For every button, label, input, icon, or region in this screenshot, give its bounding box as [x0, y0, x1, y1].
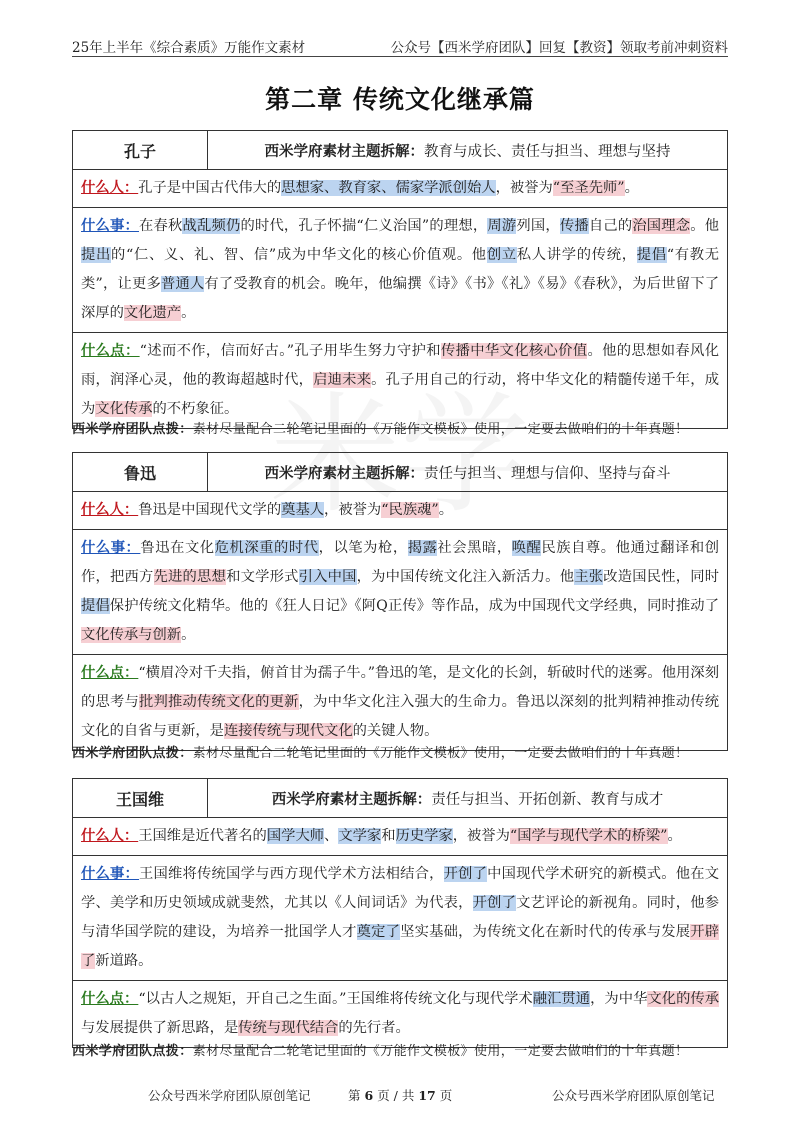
text-segment: 和文学形式 — [226, 569, 299, 585]
text-segment: 和 — [381, 828, 396, 844]
text-segment: 王国维是近代著名的 — [138, 828, 267, 844]
highlight-blue: 提倡 — [636, 247, 667, 263]
who-label: 什么人： — [81, 502, 139, 518]
highlight-blue: 唤醒 — [511, 540, 542, 556]
text-segment: 改造国民性，同时 — [603, 569, 720, 585]
material-card — [72, 452, 728, 751]
highlight-pink: 启迪未来 — [313, 372, 372, 388]
page-total: 17 — [418, 1088, 436, 1103]
point-label: 什么点： — [81, 665, 139, 681]
text-segment: “以古人之规矩，开自己之生面。”王国维将传统文化与现代学术 — [138, 991, 533, 1007]
page-number — [348, 1086, 452, 1104]
text-segment: 社会黑暗， — [437, 540, 512, 556]
header-left-text: 25年上半年《综合素质》万能作文素材 — [72, 40, 306, 56]
point-text — [81, 991, 719, 1036]
highlight-blue: 主张 — [574, 569, 604, 585]
text-segment: 。他 — [690, 218, 720, 234]
point-row — [73, 333, 727, 428]
page-header — [72, 34, 728, 57]
text-segment: 的“仁、义、礼、智、信”成为中华文化的核心价值观。他 — [110, 247, 487, 263]
text-segment: “有教无类”，让更多 — [81, 247, 720, 292]
text-segment: ，以笔为枪， — [318, 540, 408, 556]
what-row — [73, 530, 727, 655]
text-segment: ，被誉为 — [324, 502, 382, 518]
highlight-blue: 引入中国 — [298, 569, 357, 585]
text-segment: 私人讲学的传统， — [516, 247, 637, 263]
text-segment: 有了受教育的机会。晚年，他编撰《诗》《书》《礼》《易》《春秋》，为后世留下了深厚的 — [81, 276, 720, 321]
who-row — [73, 170, 727, 208]
theme-list: 教育与成长、责任与担当、理想与坚持 — [424, 143, 671, 160]
who-row — [73, 818, 727, 856]
text-segment: 自己的 — [588, 218, 633, 234]
page-suffix: 页 — [439, 1088, 453, 1103]
text-segment: 民族自尊。他通过翻译和创作，把西方 — [81, 540, 720, 585]
theme-prefix: 西米学府素材主题拆解： — [264, 143, 424, 160]
page-prefix: 第 — [348, 1088, 361, 1103]
highlight-blue: 历史学家 — [395, 828, 453, 844]
text-segment: 鲁迅是中国现代文学的 — [138, 502, 282, 518]
tip-text: 素材尽量配合二轮笔记里面的《万能作文模板》使用，一定要去做咱们的十年真题！ — [192, 422, 689, 437]
tip-text: 素材尽量配合二轮笔记里面的《万能作文模板》使用，一定要去做咱们的十年真题！ — [192, 1044, 689, 1059]
highlight-pink: “民族魂” — [381, 502, 439, 518]
text-segment: 与发展提供了新思路，是 — [81, 1020, 239, 1036]
theme-cell — [208, 453, 727, 491]
page-middle: 页 / 共 — [377, 1088, 415, 1103]
highlight-blue: 奠基人 — [281, 502, 325, 518]
who-label: 什么人： — [81, 828, 139, 844]
highlight-pink: 传播中华文化核心价值 — [440, 343, 588, 359]
highlight-pink: 传统与现代结合 — [238, 1020, 339, 1036]
highlight-blue: 普通人 — [160, 276, 205, 292]
text-segment: 在春秋 — [138, 218, 183, 234]
who-text — [138, 502, 453, 518]
theme-cell — [208, 131, 727, 169]
footer-right-text: 公众号西米学府团队原创笔记 — [552, 1088, 715, 1103]
footer-left-text: 公众号西米学府团队原创笔记 — [148, 1088, 311, 1103]
page-title: 第二章 传统文化继承篇 — [265, 85, 535, 114]
text-segment: 。 — [181, 305, 196, 321]
text-segment: ，为中华文化注入强大的生命力。鲁迅以深刻的批判精神推动传统文化的自省与更新，是 — [81, 694, 720, 739]
what-label: 什么事： — [81, 540, 141, 556]
tip-line — [72, 418, 688, 437]
text-segment: 。 — [181, 627, 196, 643]
text-segment: 列国， — [516, 218, 560, 234]
text-segment: 的时代，孔子怀揣“仁义治国”的理想， — [240, 218, 488, 234]
what-label: 什么事： — [81, 866, 140, 882]
tip-prefix: 西米学府团队点拨： — [72, 1044, 193, 1059]
text-segment: ，为中华 — [590, 991, 648, 1007]
text-segment: 孔子是中国古代伟大的 — [138, 180, 282, 196]
highlight-pink: 文化遗产 — [123, 305, 182, 321]
text-segment: 鲁迅在文化 — [140, 540, 215, 556]
theme-list: 责任与担当、开拓创新、教育与成才 — [431, 791, 664, 808]
theme-cell — [208, 779, 727, 817]
point-label: 什么点： — [81, 343, 140, 359]
point-text — [81, 665, 719, 739]
text-segment: 的关键人物。 — [352, 723, 439, 739]
tip-prefix: 西米学府团队点拨： — [72, 746, 193, 761]
highlight-blue: 揭露 — [407, 540, 438, 556]
what-row — [73, 856, 727, 981]
highlight-blue: 创立 — [486, 247, 517, 263]
highlight-blue: 奠定了 — [356, 924, 401, 940]
text-segment: ，为中国传统文化注入新活力。他 — [356, 569, 575, 585]
text-segment: 。 — [624, 180, 639, 196]
tip-text: 素材尽量配合二轮笔记里面的《万能作文模板》使用，一定要去做咱们的十年真题！ — [192, 746, 689, 761]
highlight-pink: 开辟了 — [81, 924, 720, 969]
text-segment: 。 — [438, 502, 454, 518]
what-row — [73, 208, 727, 333]
highlight-blue: 战乱频仍 — [182, 218, 241, 234]
text-segment: 、 — [324, 828, 339, 844]
text-segment: 。 — [667, 828, 682, 844]
highlight-blue: 传播 — [559, 218, 589, 234]
text-segment: 新道路。 — [95, 953, 153, 969]
highlight-blue: 周游 — [487, 218, 517, 234]
text-segment: 。他的思想如春风化雨，润泽心灵，他的教诲超越时代， — [81, 343, 720, 388]
text-segment: 。孔子用自己的行动，将中华文化的精髓传递千年，成为 — [81, 372, 720, 417]
text-segment: “述而不作，信而好古。”孔子用毕生努力守护和 — [139, 343, 441, 359]
highlight-pink: “国学与现代学术的桥梁” — [509, 828, 668, 844]
highlight-pink: 治国理念 — [632, 218, 691, 234]
text-segment: 王国维将传统国学与西方现代学术方法相结合， — [139, 866, 444, 882]
highlight-blue: 融汇贯通 — [532, 991, 591, 1007]
tip-line — [72, 1040, 688, 1059]
tip-line — [72, 742, 688, 761]
who-text — [138, 180, 639, 196]
point-row — [73, 655, 727, 750]
text-segment: 中国现代学术研究的新模式。他在文学、美学和历史领域成就斐然，尤其以《人间词话》为代表， — [81, 866, 720, 911]
text-segment: 的不朽象征。 — [152, 401, 239, 417]
material-card — [72, 130, 728, 429]
highlight-blue: 危机深重的时代 — [214, 540, 319, 556]
point-row — [73, 981, 727, 1047]
text-segment: 坚实基础，为传统文化在新时代的传承与发展 — [400, 924, 691, 940]
highlight-blue: 开创了 — [443, 866, 488, 882]
highlight-blue: 开创了 — [472, 895, 517, 911]
text-segment: ，被誉为 — [452, 828, 510, 844]
text-segment: ，被誉为 — [495, 180, 553, 196]
highlight-pink: 先进的思想 — [153, 569, 227, 585]
text-segment: 文艺评论的新视角。同时，他参与清华国学院的建设，为培养一批国学人才 — [81, 895, 719, 940]
text-segment: 的先行者。 — [338, 1020, 410, 1036]
text-segment: 保护传统文化精华。他的《狂人日记》《阿Q正传》等作品，成为中国现代文学经典，同时推动了 — [109, 598, 719, 614]
who-row — [73, 492, 727, 530]
highlight-pink: “至圣先师” — [552, 180, 625, 196]
highlight-blue: 国学大师 — [266, 828, 325, 844]
highlight-pink: 连接传统与现代文化 — [223, 723, 353, 739]
what-text — [81, 866, 719, 969]
theme-list: 责任与担当、理想与信仰、坚持与奋斗 — [424, 465, 671, 482]
tip-prefix: 西米学府团队点拨： — [72, 422, 193, 437]
highlight-blue: 提出 — [81, 247, 111, 263]
material-card — [72, 778, 728, 1048]
theme-prefix: 西米学府素材主题拆解： — [271, 791, 432, 808]
point-label: 什么点： — [81, 991, 139, 1007]
highlight-blue: 提倡 — [81, 598, 110, 614]
text-segment: “横眉冷对千夫指，俯首甘为孺子牛。”鲁迅的笔，是文化的长剑，斩破时代的迷雾。他用深刻的思考与 — [81, 665, 720, 710]
highlight-pink: 文化传承 — [95, 401, 153, 417]
what-text — [81, 540, 719, 643]
highlight-pink: 文化传承与创新 — [81, 627, 182, 643]
highlight-blue: 文学家 — [338, 828, 382, 844]
point-text — [81, 343, 719, 417]
highlight-blue: 思想家、教育家、儒家学派创始人 — [281, 180, 496, 196]
person-name: 王国维 — [73, 779, 208, 817]
what-text — [81, 218, 719, 321]
page-current: 6 — [364, 1088, 374, 1103]
who-label: 什么人： — [81, 180, 139, 196]
person-name: 孔子 — [73, 131, 208, 169]
person-name: 鲁迅 — [73, 453, 208, 491]
theme-prefix: 西米学府素材主题拆解： — [264, 465, 424, 482]
highlight-pink: 批判推动传统文化的更新 — [139, 694, 299, 710]
highlight-pink: 文化的传承 — [647, 991, 720, 1007]
who-text — [138, 828, 682, 844]
what-label: 什么事： — [81, 218, 139, 234]
header-right-text: 公众号【西米学府团队】回复【教资】领取考前冲刺资料 — [390, 40, 728, 56]
